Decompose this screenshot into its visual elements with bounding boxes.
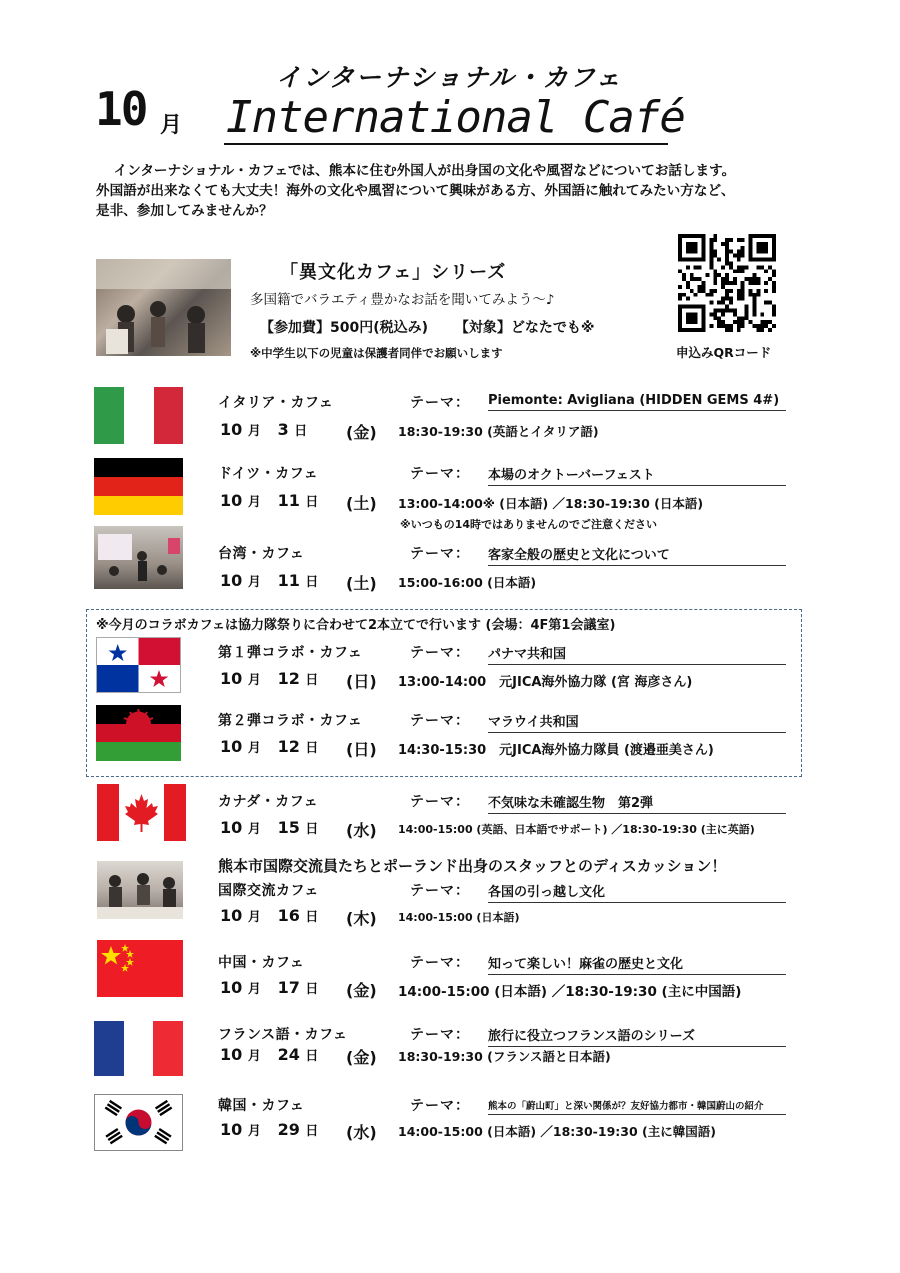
- event-date-korea: [220, 1120, 318, 1139]
- date-day-unit: 日: [305, 741, 319, 756]
- event-time-exchange: 14:00-15:00 (日本語): [398, 911, 520, 924]
- event-weekday-collab-1: (日): [346, 672, 377, 691]
- event-name-germany: ドイツ・カフェ: [218, 466, 319, 482]
- date-day: 11: [277, 491, 300, 510]
- target-value: どなたでも※: [510, 320, 595, 336]
- intro-line-1: インターナショナル・カフェでは、熊本に住む外国人が出身国の文化や風習などについてお話します。: [113, 163, 736, 179]
- date-month-unit: 月: [247, 1124, 261, 1139]
- event-name-korea: 韓国・カフェ: [218, 1098, 305, 1114]
- intro-line-2: 外国語が出来なくても大丈夫！海外の文化や風習について興味がある方、外国語に触れてみたい方など、: [96, 183, 735, 199]
- event-theme-taiwan: 客家全般の歴史と文化について: [488, 544, 786, 566]
- event-date-italy: [220, 420, 307, 439]
- date-month: 10: [220, 491, 243, 510]
- date-day: 12: [277, 669, 300, 688]
- date-month-unit: 月: [247, 495, 261, 510]
- event-date-collab-2: [220, 737, 318, 756]
- date-day-unit: 日: [305, 982, 319, 997]
- series-subtitle: 多国籍でバラエティ豊かなお話を聞いてみよう～♪: [250, 292, 555, 308]
- cafe-photo: [96, 259, 231, 356]
- date-month-unit: 月: [247, 982, 261, 997]
- event-weekday-canada: (水): [346, 821, 377, 840]
- china-flag-icon: [97, 940, 183, 997]
- date-month-unit: 月: [247, 1049, 261, 1064]
- canada-flag-icon: [97, 784, 186, 841]
- date-month: 10: [220, 1120, 243, 1139]
- month-number: 10: [95, 82, 147, 136]
- theme-label: テーマ：: [410, 713, 470, 729]
- qr-code-graphic[interactable]: [678, 234, 776, 332]
- date-day: 11: [277, 571, 300, 590]
- event-weekday-italy: (金): [346, 423, 377, 442]
- event-name-collab-2: 第２弾コラボ・カフェ: [218, 713, 363, 729]
- fee-label: 【参加費】: [260, 320, 330, 336]
- date-day-unit: 日: [305, 495, 319, 510]
- date-month: 10: [220, 420, 243, 439]
- event-time-canada: 14:00-15:00 (英語、日本語でサポート) ／18:30-19:30 (主に英語): [398, 823, 755, 836]
- event-theme-korea: 熊本の「蔚山町」と深い関係が？友好協力都市・韓国蔚山の紹介: [488, 1098, 786, 1115]
- event-time-collab-2: 14:30-15:30 元JICA海外協力隊員 (渡邉亜美さん): [398, 743, 714, 758]
- event-theme-france: 旅行に役立つフランス語のシリーズ: [488, 1025, 786, 1047]
- event-name-china: 中国・カフェ: [218, 955, 305, 971]
- event-date-china: [220, 978, 318, 997]
- qr-code[interactable]: [678, 234, 776, 332]
- title-english: International Café: [226, 92, 685, 143]
- date-day-unit: 日: [305, 822, 319, 837]
- discussion-header: 熊本市国際交流員たちとポーランド出身のスタッフとのディスカッション！: [218, 857, 727, 875]
- event-date-taiwan: [220, 571, 318, 590]
- series-fee-line: [260, 317, 595, 337]
- event-weekday-china: (金): [346, 981, 377, 1000]
- theme-label: テーマ：: [410, 883, 470, 899]
- series-title: 「異文化カフェ」シリーズ: [280, 262, 507, 283]
- event-weekday-exchange: (木): [346, 909, 377, 928]
- theme-label: テーマ：: [410, 466, 470, 482]
- event-time-collab-1: 13:00-14:00 元JICA海外協力隊 (宮 海彦さん): [398, 675, 693, 690]
- event-name-canada: カナダ・カフェ: [218, 794, 319, 810]
- italy-flag-icon: [94, 387, 183, 444]
- event-date-exchange: [220, 906, 318, 925]
- event-name-italy: イタリア・カフェ: [218, 395, 334, 411]
- date-day-unit: 日: [305, 575, 319, 590]
- event-weekday-france: (金): [346, 1048, 377, 1067]
- event-time-korea: 14:00-15:00 (日本語) ／18:30-19:30 (主に韓国語): [398, 1124, 716, 1139]
- date-month: 10: [220, 906, 243, 925]
- event-weekday-taiwan: (土): [346, 574, 377, 593]
- date-month-unit: 月: [247, 822, 261, 837]
- series-note: ※中学生以下の児童は保護者同伴でお願いします: [250, 346, 503, 360]
- germany-flag-icon: [94, 458, 183, 515]
- event-time-china: 14:00-15:00 (日本語) ／18:30-19:30 (主に中国語): [398, 984, 742, 1000]
- event-name-exchange: 国際交流カフェ: [218, 883, 319, 899]
- title-japanese: インターナショナル・カフェ: [276, 63, 623, 92]
- title-underline: [224, 143, 668, 145]
- date-month: 10: [220, 737, 243, 756]
- target-label: 【対象】: [454, 320, 511, 336]
- theme-label: テーマ：: [410, 955, 470, 971]
- theme-label: テーマ：: [410, 546, 470, 562]
- event-time-france: 18:30-19:30 (フランス語と日本語): [398, 1049, 611, 1064]
- date-day: 29: [277, 1120, 300, 1139]
- event-theme-canada: 不気味な未確認生物 第2弾: [488, 792, 786, 814]
- date-month-unit: 月: [247, 575, 261, 590]
- date-month-unit: 月: [247, 673, 261, 688]
- date-month-unit: 月: [247, 424, 261, 439]
- event-date-canada: [220, 818, 318, 837]
- event-time-italy: 18:30-19:30 (英語とイタリア語): [398, 424, 599, 439]
- event-time-germany: 13:00-14:00※ (日本語) ／18:30-19:30 (日本語): [398, 496, 704, 511]
- date-day-unit: 日: [294, 424, 308, 439]
- date-day: 12: [277, 737, 300, 756]
- taiwan-cafe-photo: [94, 526, 183, 589]
- event-date-france: [220, 1045, 318, 1064]
- event-theme-italy: Piemonte: Avigliana (HIDDEN GEMS 4#): [488, 393, 786, 411]
- event-weekday-collab-2: (日): [346, 740, 377, 759]
- exchange-cafe-photo: [97, 861, 183, 919]
- panama-flag-icon: [96, 637, 181, 693]
- intro-line-3: 是非、参加してみませんか？: [96, 203, 273, 219]
- event-theme-germany: 本場のオクトーバーフェスト: [488, 464, 786, 486]
- intro-text: [96, 161, 816, 221]
- date-day-unit: 日: [305, 910, 319, 925]
- event-theme-collab-1: パナマ共和国: [488, 643, 786, 665]
- cafe-photo-graphic: [96, 259, 231, 356]
- date-day: 17: [277, 978, 300, 997]
- date-month: 10: [220, 818, 243, 837]
- date-day-unit: 日: [305, 673, 319, 688]
- event-weekday-korea: (水): [346, 1123, 377, 1142]
- date-day-unit: 日: [305, 1124, 319, 1139]
- theme-label: テーマ：: [410, 395, 470, 411]
- event-name-france: フランス語・カフェ: [218, 1027, 348, 1043]
- event-date-collab-1: [220, 669, 318, 688]
- france-flag-icon: [94, 1021, 183, 1076]
- event-name-collab-1: 第１弾コラボ・カフェ: [218, 645, 363, 661]
- date-day: 16: [277, 906, 300, 925]
- date-month: 10: [220, 1045, 243, 1064]
- korea-flag-icon: [94, 1094, 183, 1151]
- event-time-taiwan: 15:00-16:00 (日本語): [398, 575, 537, 590]
- date-month: 10: [220, 978, 243, 997]
- date-month: 10: [220, 571, 243, 590]
- date-day-unit: 日: [305, 1049, 319, 1064]
- month-unit: 月: [160, 113, 183, 138]
- date-month: 10: [220, 669, 243, 688]
- event-theme-china: 知って楽しい！麻雀の歴史と文化: [488, 953, 786, 975]
- event-theme-exchange: 各国の引っ越し文化: [488, 881, 786, 903]
- theme-label: テーマ：: [410, 794, 470, 810]
- date-month-unit: 月: [247, 910, 261, 925]
- date-day: 15: [277, 818, 300, 837]
- event-date-germany: [220, 491, 318, 510]
- fee-value: 500円(税込み): [330, 320, 429, 336]
- date-day: 3: [277, 420, 289, 439]
- theme-label: テーマ：: [410, 1098, 470, 1114]
- collab-header: ※今月のコラボカフェは協力隊祭りに合わせて2本立てで行います (会場：4F第1会議室): [96, 618, 616, 633]
- theme-label: テーマ：: [410, 1027, 470, 1043]
- qr-label: 申込みQRコード: [676, 345, 772, 360]
- event-weekday-germany: (土): [346, 494, 377, 513]
- date-day: 24: [277, 1045, 300, 1064]
- date-month-unit: 月: [247, 741, 261, 756]
- theme-label: テーマ：: [410, 645, 470, 661]
- malawi-flag-icon: [96, 705, 181, 761]
- event-name-taiwan: 台湾・カフェ: [218, 546, 305, 562]
- event-theme-collab-2: マラウイ共和国: [488, 711, 786, 733]
- event-note-germany: ※いつもの14時ではありませんのでご注意ください: [400, 518, 657, 531]
